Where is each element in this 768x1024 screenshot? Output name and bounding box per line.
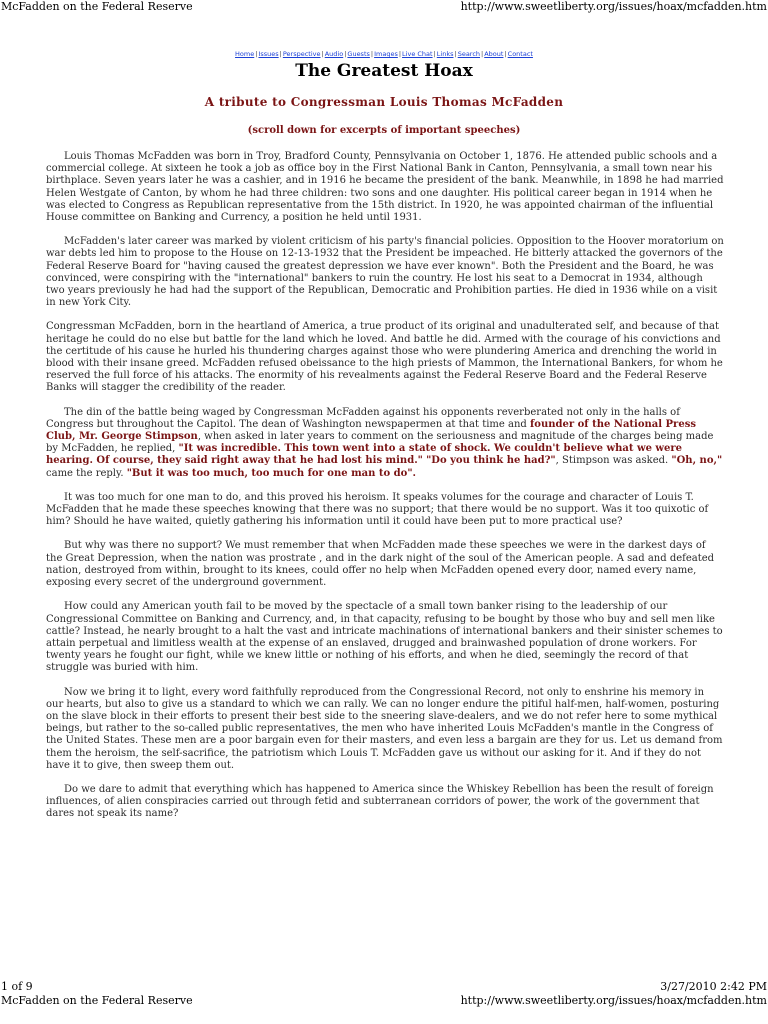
- nav-link-search[interactable]: Search: [457, 50, 481, 58]
- paragraph-3: Congressman McFadden, born in the heartland of America, a true product of its original and unadulterated self, and because of that heritage he could do no else but battle for the land which he loved. And battle he did. Armed with the courage of his convictions and the certitude of his cause he hurled his thundering charges against those who were plundering America and drenching the world in blood with their insane greed. McFadden refused obeissance to the high priests of Mammon, the International Bankers, for whom he reserved the full force of his attacks. The enormity of his revealments against the Federal Reserve Board and the Federal Reserve Banks will stagger the credibility of the reader.: [46, 321, 723, 394]
- p4-quote-oh-no: "Oh, no,": [671, 455, 723, 467]
- p4-text-g: , Stimpson was asked.: [555, 455, 672, 467]
- paragraph-7: How could any American youth fail to be moved by the spectacle of a small town banker rising to the leadership of our Congressional Committee on Banking and Currency, and, in that capacity, refusing to be bought by those who buy and sell men like cattle? Instead, he nearly brought to a halt the vast and intricate machinations of international bankers and their sinister schemes to attain perpetual and limitless wealth at the expense of an enslaved, drugged and brainwashed population of drone workers. For twenty years he fought our fight, while we knew little or nothing of his efforts, and when he died, seemingly the record of that struggle was buried with him.: [46, 601, 723, 674]
- article-body: [46, 151, 724, 833]
- footer-url: http://www.sweetliberty.org/issues/hoax/mcfadden.htm: [460, 994, 767, 1007]
- paragraph-6: But why was there no support? We must remember that when McFadden made these speeches we were in the darkest days of the Great Depression, when the nation was prostrate , and in the dark night of the soul of the American people. A sad and defeated nation, destroyed from within, brought to its knees, could offer no help when McFadden opened every door, named every name, exposing every secret of the underground government.: [46, 540, 715, 589]
- paragraph-9: Do we dare to admit that everything which has happened to America since the Whiskey Rebellion has been the result of foreign influences, of alien conspiracies carried out through fetid and subterranean corridors of power, the work of the government that dares not speak its name?: [46, 783, 714, 820]
- nav-link-perspective[interactable]: Perspective: [282, 50, 321, 58]
- scroll-note: (scroll down for excerpts of important speeches): [247, 125, 521, 136]
- print-header: [0, 0, 768, 14]
- paragraph-8: Now we bring it to light, every word faithfully reproduced from the Congressional Record, not only to enshrine his memory in our hearts, but also to give us a standard to which we can rally. We can no longer endure the pitiful half-men, half-women, posturing on the slave block in their efforts to present their best side to the sneering slave-dealers, and we do not refer here to some mythical beings, but rather to the so-called public representatives, the men who have inherited Louis McFadden's mantle in the Congress of the United States. These men are a poor bargain even for their masters, and even less a bargain are they for us. Let us demand from them the heroism, the self-sacrifice, the patriotism which Louis T. McFadden gave us without our asking for it. And if they do not have it to give, then sweep them out.: [46, 686, 723, 771]
- nav-link-about[interactable]: About: [484, 50, 504, 58]
- p4-highlight-founder: founder of the National Press Club, Mr. George Stimpson: [46, 418, 696, 443]
- p4-text-a: The din of the battle being waged by Congressman McFadden against his opponents reverberated not only in the halls of Congress but throughout the Capitol. The dean of Washington newspapermen at that time and: [46, 406, 680, 430]
- nav-link-links[interactable]: Links: [436, 50, 454, 58]
- header-page-title: McFadden on the Federal Reserve: [1, 0, 193, 13]
- nav-link-home[interactable]: Home: [235, 50, 255, 58]
- header-url: http://www.sweetliberty.org/issues/hoax/mcfadden.htm: [460, 0, 767, 13]
- footer-page-title: McFadden on the Federal Reserve: [1, 994, 193, 1007]
- p4-quote-question: "Do you think he had?": [426, 455, 556, 467]
- footer-datetime: 3/27/2010 2:42 PM: [660, 980, 767, 993]
- p4-text-i: came the reply.: [46, 467, 127, 479]
- nav-link-contact[interactable]: Contact: [507, 50, 533, 58]
- nav-link-guests[interactable]: Guests: [347, 50, 370, 58]
- paragraph-2: McFadden's later career was marked by violent criticism of his party's financial policies. Opposition to the Hoover moratorium on war debts led him to propose to the House on 12-13-1932 that the President be impeached. He bitterly attacked the governors of the Federal Reserve Board for "having caused the greatest depression we have ever known". Both the President and the Board, he was convinced, were conspiring with the "international" bankers to ruin the country. He lost his seat to a Democrat in 1934, although two years previously he had had the support of the Republican, Democratic and Prohibition parties. He died in 1936 while on a visit in new York City.: [46, 236, 724, 309]
- paragraph-5: It was too much for one man to do, and this proved his heroism. It speaks volumes for the courage and character of Louis T. McFadden that he made these speeches knowing that there was no support; that there would be no support. Was it too quixotic of him? Should he have waited, quietly gathering his information until it could have been put to more practical use?: [46, 491, 709, 528]
- p4-text-c: , when asked in later years to comment on the seriousness and magnitude of the charges being made by McFadden, he replied,: [46, 431, 714, 455]
- page-subtitle: A tribute to Congressman Louis Thomas McFadden: [204, 95, 564, 109]
- top-navigation: Home|Issues|Perspective|Audio|Guests|Images|Live Chat|Links|Search|About|Contact: [235, 50, 533, 58]
- nav-link-audio[interactable]: Audio: [324, 50, 344, 58]
- print-footer: [0, 980, 768, 1010]
- page-title: The Greatest Hoax: [295, 61, 473, 81]
- paragraph-1: Louis Thomas McFadden was born in Troy, Bradford County, Pennsylvania on October 1, 1876. He attended public schools and a commercial college. At sixteen he took a job as office boy in the First National Bank in Canton, Pennsylvania, a small town near his birthplace. Seven years later he was a cashier, and in 1916 he became the president of the bank. Meanwhile, in 1898 he had married Helen Westgate of Canton, by whom he had three children: two sons and one daughter. His political career began in 1914 when he was elected to Congress as Republican representative from the 15th district. In 1920, he was appointed chairman of the influential House committee on Banking and Currency, a position he held until 1931.: [46, 151, 724, 224]
- nav-link-live-chat[interactable]: Live Chat: [402, 50, 433, 58]
- nav-link-issues[interactable]: Issues: [258, 50, 279, 58]
- paragraph-4: [46, 407, 724, 480]
- nav-link-images[interactable]: Images: [374, 50, 398, 58]
- footer-page-count: 1 of 9: [1, 980, 33, 993]
- p4-quote-incredible: "It was incredible. This town went into a state of shock. We couldn't believe what we were hearing. Of course, they said right away that he had lost his mind.": [46, 443, 683, 467]
- p4-quote-too-much: "But it was too much, too much for one man to do".: [126, 467, 417, 479]
